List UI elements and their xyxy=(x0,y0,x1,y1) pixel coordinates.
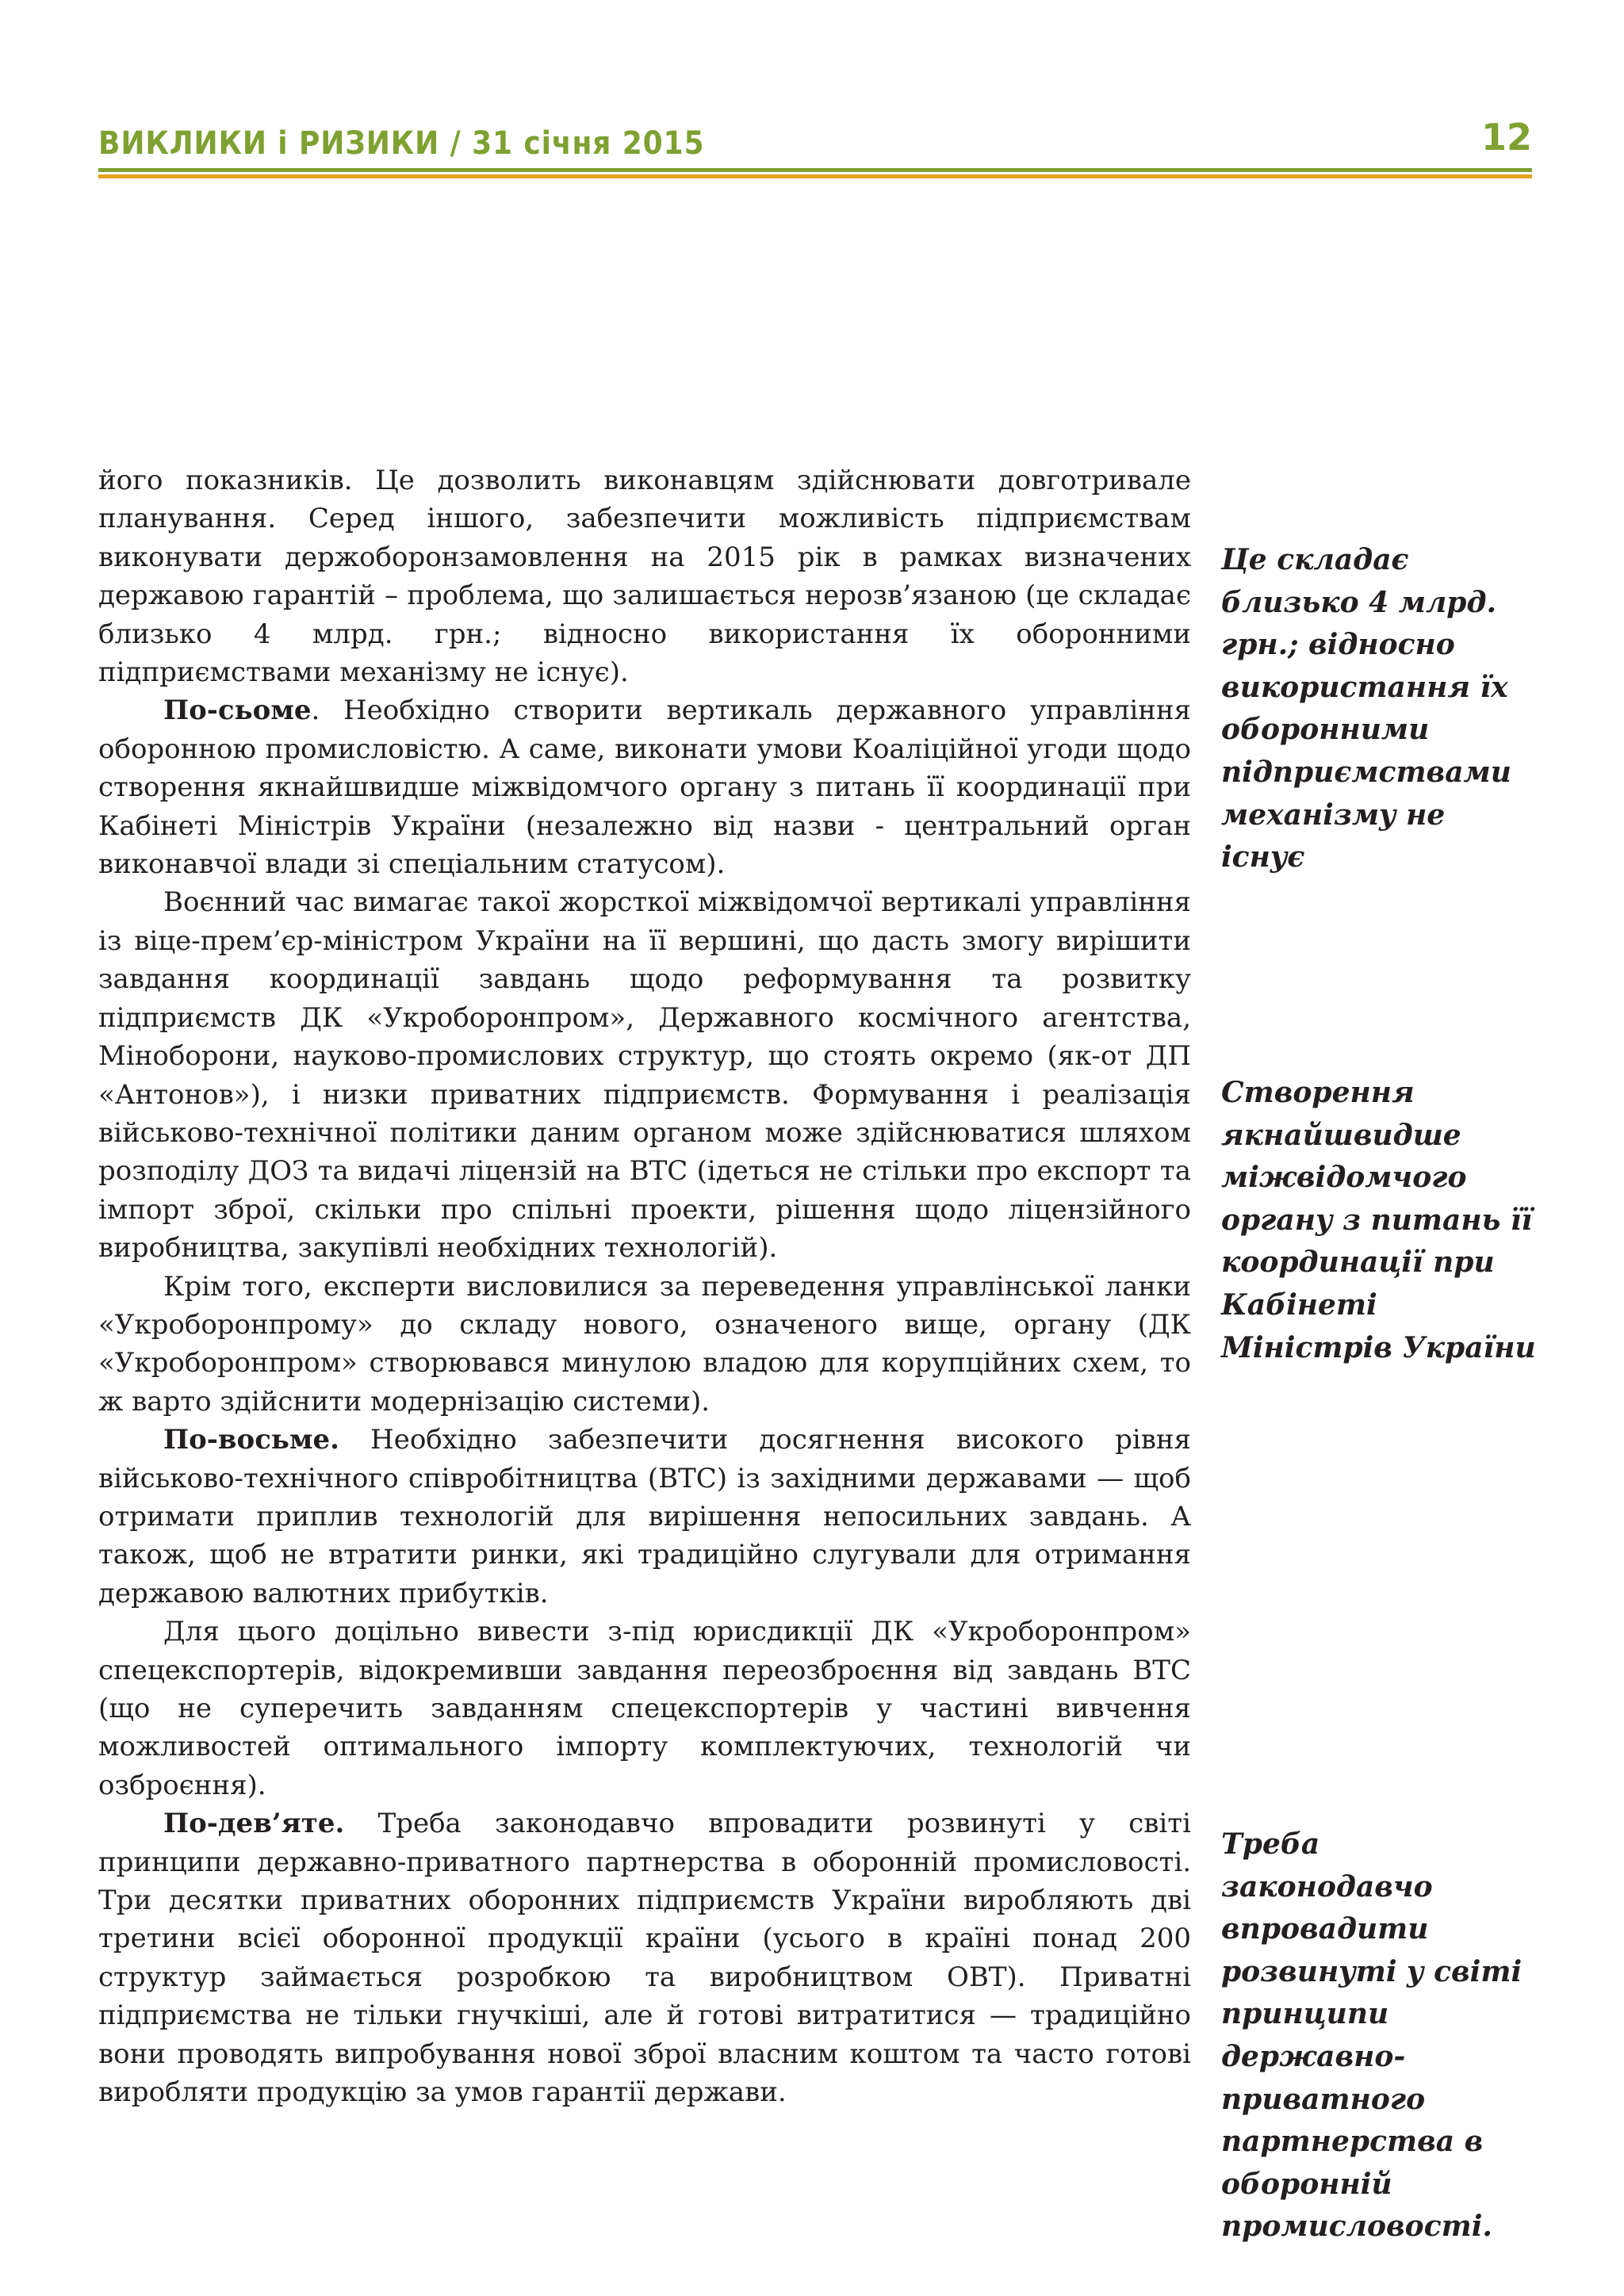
paragraph: Для цього доцільно вивести з-під юрисдикції ДК «Укроборонпром» спецекспортерів, відокремивши завдання переозброєння від завдань ВТС (що не суперечить завданням спецекспортерів у частині вивчення можливостей оптимального імпорту комплектуючих, технологій чи озброєння). xyxy=(98,1616,1191,1801)
paragraph-lead: По-восьме. xyxy=(163,1424,339,1456)
pull-quote: Створення якнайшвидше міжвідомчого органу з питань її координації при Кабінеті Міністрів України xyxy=(1221,1076,1536,1364)
paragraph: По-восьме. Необхідно забезпечити досягнення високого рівня військово-технічного співробітництва (ВТС) із західними державами — щоб отримати приплив технологій для вирішення непосильних завдань. А також, щоб не втратити ринки, які традиційно слугували для отримання державою валютних прибутків. xyxy=(98,1424,1191,1609)
header-rule-green xyxy=(98,168,1532,172)
publication-title: ВИКЛИКИ і РИЗИКИ / 31 січня 2015 xyxy=(98,125,705,162)
paragraph-lead: По-сьоме xyxy=(163,695,312,727)
paragraph: По-сьоме. Необхідно створити вертикаль державного управління оборонною промисловістю. А саме, виконати умови Коаліційної угоди щодо створення якнайшвидше міжвідомчого органу з питань її координації при Кабінеті Міністрів України (незалежно від назви - центральний орган виконавчої влади зі спеціальним статусом). xyxy=(98,695,1191,881)
page-number: 12 xyxy=(1480,116,1532,159)
paragraph: По-дев’яте. Треба законодавчо впровадити розвинуті у світі принципи державно-приватного партнерства в оборонній промисловості. Три десятки приватних оборонних підприємств України виробляють дві третини всієї оборонної продукції країни (усього в країні понад 200 структур займається розробкою та виробництвом ОВТ). Приватні підприємства не тільки гнучкіші, але й готові витратитися — традиційно вони проводять випробування нової зброї власним коштом та часто готові виробляти продукцію за умов гарантії держави. xyxy=(98,1808,1191,2109)
pull-quote: Треба законодавчо впровадити розвинуті у світі принципи державно-приватного партнерства в оборонній промисловості. xyxy=(1221,1827,1522,2244)
paragraph: його показників. Це дозволить виконавцям здійснювати довготривале планування. Серед іншого, забезпечити можливість підприємствам виконувати держоборонзамовлення на 2015 рік в рамках визначених державою гарантій – проблема, що залишається нерозв’язаною (це складає близько 4 млрд. грн.; відносно використання їх оборонними підприємствами механізму не існує). xyxy=(98,465,1191,689)
pull-quote: Це складає близько 4 млрд. грн.; відносно використання їх оборонними підприємствами механізму не існує xyxy=(1221,543,1511,874)
article-body xyxy=(98,461,1191,2111)
header-rule-orange xyxy=(98,174,1532,178)
paragraph: Воєнний час вимагає такої жорсткої міжвідомчої вертикалі управління із віце-прем’єр-міністром України на її вершині, що дасть змогу вирішити завдання координації завдань щодо реформування та розвитку підприємств ДК «Укроборонпром», Державного космічного агентства, Міноборони, науково-промислових структур, що стоять окремо (як-от ДП «Антонов»), і низки приватних підприємств. Формування і реалізація військово-технічної політики даним органом може здійснюватися шляхом розподілу ДОЗ та видачі ліцензій на ВТС (ідеться не стільки про експорт та імпорт зброї, скільки про спільні проекти, рішення щодо ліцензійного виробництва, закупівлі необхідних технологій). xyxy=(98,886,1191,1265)
paragraph: Крім того, експерти висловилися за переведення управлінської ланки «Укроборонпрому» до складу нового, означеного вище, органу (ДК «Укроборонпром» створювався минулою владою для корупційних схем, то ж варто здійснити модернізацію системи). xyxy=(98,1270,1191,1418)
paragraph-lead: По-дев’яте. xyxy=(163,1808,345,1840)
